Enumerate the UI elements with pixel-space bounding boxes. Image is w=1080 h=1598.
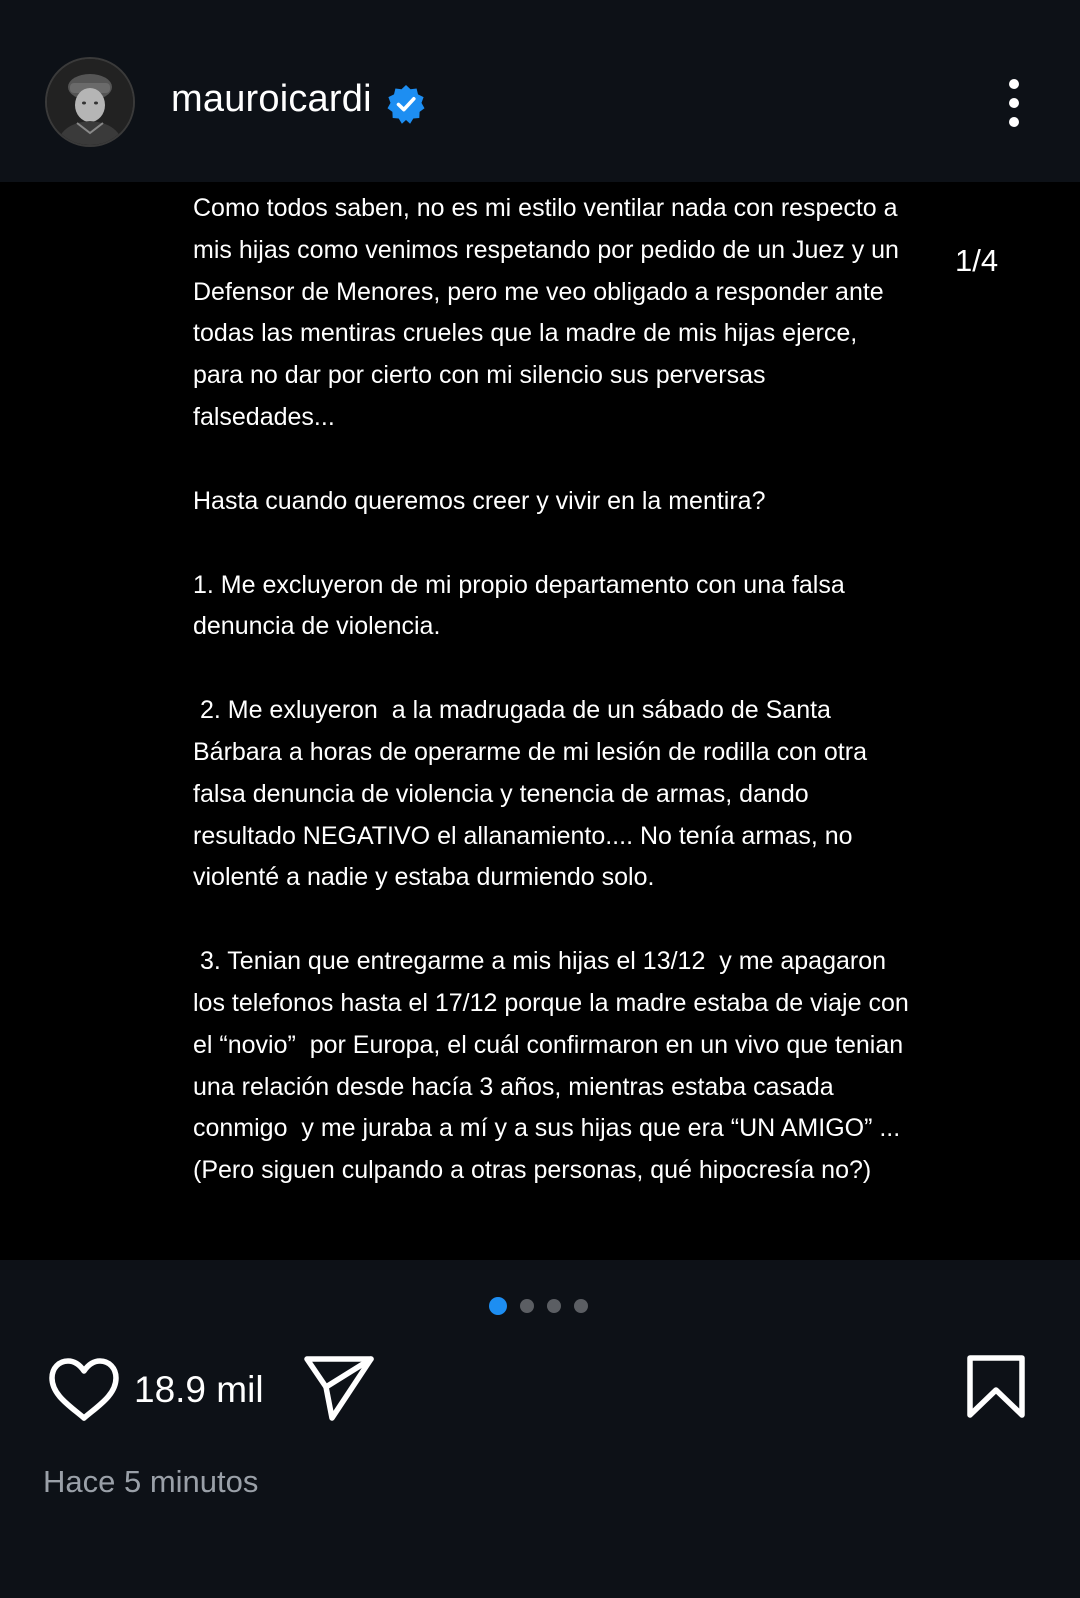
heart-icon[interactable] [48, 1357, 120, 1423]
more-vertical-icon[interactable] [998, 78, 1030, 128]
carousel-dot [520, 1299, 534, 1313]
verified-badge-icon [386, 84, 426, 124]
text-paragraph: 2. Me exluyeron a la madrugada de un sábado de Santa Bárbara a horas de operarme de mi lesión de rodilla con otra falsa denuncia de violencia y tenencia de armas, dando resultado NEGATIVO el allanamiento.... No tenía armas, no violenté a nadie y estaba durmiendo solo. [193, 696, 874, 892]
text-paragraph: 1. Me excluyeron de mi propio departamento con una falsa denuncia de violencia. [193, 570, 852, 641]
slide-counter: 1/4 [955, 243, 999, 278]
post-timestamp: Hace 5 minutos [43, 1464, 259, 1499]
avatar-photo [47, 59, 133, 145]
carousel-dot [547, 1299, 561, 1313]
text-paragraph: Hasta cuando queremos creer y vivir en la mentira? [193, 486, 766, 515]
like-count[interactable]: 18.9 mil [134, 1369, 264, 1410]
username[interactable]: mauroicardi [171, 78, 372, 120]
text-paragraph: 3. Tenian que entregarme a mis hijas el 13/12 y me apagaron los telefonos hasta el 17/12 porque la madre estaba de viaje con el “novio” por Europa, el cuál confirmaron en un vivo que tenian una relación desde hacía 3 años, mientras estaba casada conmigo y me juraba a mí y a sus hijas que era “UN AMIGO” ... (Pero siguen culpando a otras personas, qué hipocresía no?) [193, 947, 916, 1185]
post-header [0, 0, 1080, 182]
profile-avatar[interactable] [45, 57, 135, 147]
post-text [193, 188, 916, 1234]
bookmark-icon[interactable] [966, 1354, 1026, 1420]
carousel-indicator [489, 1297, 591, 1317]
carousel-dot-active [489, 1297, 507, 1315]
text-paragraph: Como todos saben, no es mi estilo ventilar nada con respecto a mis hijas como venimos respetando por pedido de un Juez y un Defensor de Menores, pero me veo obligado a responder ante todas las mentiras crueles que la madre de mis hijas ejerce, para no dar por cierto con mi silencio sus perversas falsedades... [193, 194, 906, 431]
send-icon[interactable] [304, 1355, 374, 1421]
carousel-dot [574, 1299, 588, 1313]
